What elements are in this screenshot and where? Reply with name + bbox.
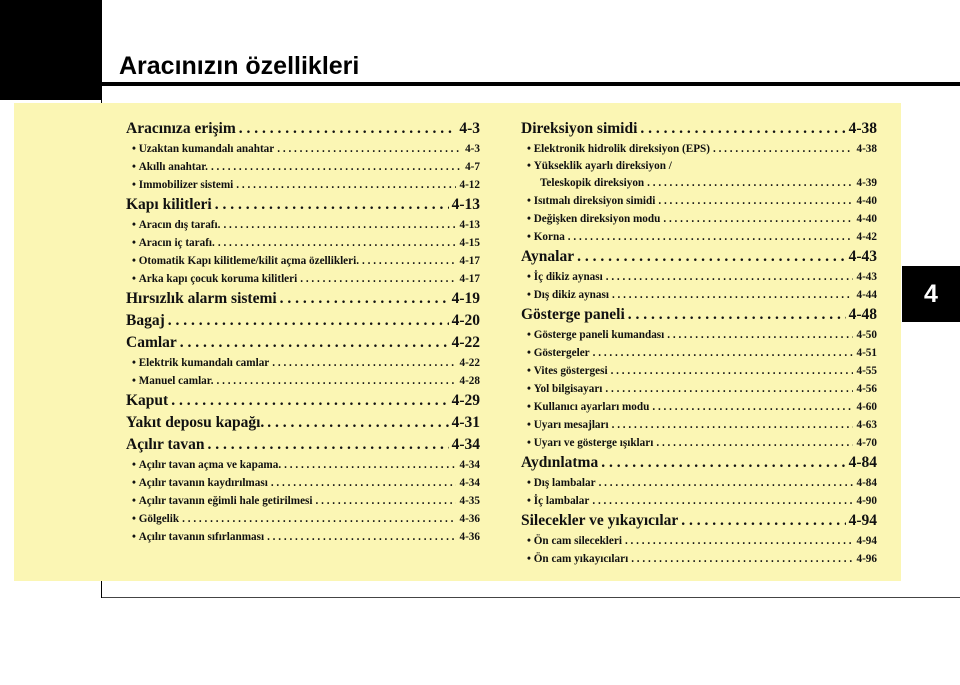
toc-page-number: 4-70	[856, 437, 877, 449]
toc-page-number: 4-17	[459, 255, 480, 267]
toc-page-number: 4-12	[459, 179, 480, 191]
toc-entry-label: • Yükseklik ayarlı direksiyon /	[527, 158, 672, 174]
toc-page-number: 4-90	[856, 495, 877, 507]
toc-subsection-entry[interactable]	[126, 252, 480, 270]
toc-entry-label: • Açılır tavanın eğimli hale getirilmesi	[132, 492, 313, 510]
toc-page-number: 4-50	[856, 329, 877, 341]
toc-entry-label: • Açılır tavanın sıfırlanması	[132, 528, 264, 546]
toc-subsection-entry[interactable]	[521, 532, 877, 550]
toc-page-number: 4-31	[451, 414, 480, 431]
toc-dot-leader	[577, 246, 845, 268]
toc-entry-label: Direksiyon simidi	[521, 120, 638, 137]
toc-dot-leader	[316, 492, 457, 510]
toc-dot-leader	[625, 532, 854, 550]
toc-entry-label: • Uyarı ve gösterge ışıkları	[527, 434, 653, 452]
toc-page-number: 4-28	[459, 375, 480, 387]
toc-page-number: 4-3	[465, 143, 480, 155]
toc-dot-leader	[217, 372, 457, 390]
toc-page-number: 4-22	[451, 334, 480, 351]
toc-entry-label: • Uzaktan kumandalı anahtar	[132, 140, 274, 158]
toc-subsection-entry[interactable]	[126, 140, 480, 158]
toc-dot-leader	[208, 434, 449, 456]
toc-dot-leader	[223, 216, 456, 234]
toc-page-number: 4-34	[459, 459, 480, 471]
toc-section-entry[interactable]	[126, 434, 480, 456]
toc-entry-label: • Akıllı anahtar.	[132, 158, 208, 176]
toc-dot-leader	[215, 194, 449, 216]
toc-subsection-entry[interactable]	[126, 456, 480, 474]
toc-section-entry[interactable]	[126, 118, 480, 140]
toc-subsection-entry[interactable]	[521, 140, 877, 158]
toc-page-number: 4-84	[848, 454, 877, 471]
toc-entry-label: • Kullanıcı ayarları modu	[527, 398, 649, 416]
toc-dot-leader	[168, 310, 449, 332]
toc-entry-label: • Ön cam silecekleri	[527, 532, 622, 550]
toc-page-number: 4-36	[459, 531, 480, 543]
toc-entry-label: • Gölgelik	[132, 510, 179, 528]
toc-dot-leader	[640, 118, 845, 140]
toc-entry-label: • Aracın iç tarafı.	[132, 234, 215, 252]
toc-page-number: 4-96	[856, 553, 877, 565]
toc-section-entry[interactable]	[521, 304, 877, 326]
toc-dot-leader	[656, 434, 853, 452]
toc-page-number: 4-43	[856, 271, 877, 283]
toc-page-number: 4-84	[856, 477, 877, 489]
toc-subsection-entry[interactable]	[521, 174, 877, 192]
toc-page-number: 4-7	[465, 161, 480, 173]
toc-page-number: 4-39	[856, 177, 877, 189]
toc-entry-label: • Elektrik kumandalı camlar	[132, 354, 269, 372]
toc-dot-leader	[606, 268, 854, 286]
toc-page-number: 4-36	[459, 513, 480, 525]
toc-dot-leader	[211, 158, 462, 176]
toc-subsection-entry[interactable]	[126, 492, 480, 510]
toc-dot-leader	[236, 176, 456, 194]
toc-subsection-entry[interactable]	[126, 510, 480, 528]
toc-page-number: 4-60	[856, 401, 877, 413]
toc-page-number: 4-13	[459, 219, 480, 231]
toc-entry-label: Gösterge paneli	[521, 306, 625, 323]
toc-page-number: 4-34	[459, 477, 480, 489]
toc-subsection-entry[interactable]	[521, 550, 877, 568]
toc-entry-label: • Gösterge paneli kumandası	[527, 326, 664, 344]
toc-page-number: 4-56	[856, 383, 877, 395]
toc-page-number: 4-3	[459, 120, 480, 137]
toc-entry-label: Aracınıza erişim	[126, 120, 236, 137]
toc-section-entry[interactable]	[521, 452, 877, 474]
toc-dot-leader	[284, 456, 456, 474]
toc-dot-leader	[663, 210, 853, 228]
toc-column-left	[126, 118, 480, 546]
corner-block	[0, 0, 102, 100]
toc-subsection-entry[interactable]	[126, 234, 480, 252]
toc-dot-leader	[362, 252, 456, 270]
toc-section-entry[interactable]	[521, 510, 877, 532]
toc-subsection-entry[interactable]	[126, 158, 480, 176]
toc-subsection-entry[interactable]	[126, 372, 480, 390]
toc-entry-label: Aydınlatma	[521, 454, 599, 471]
header-rule	[102, 82, 960, 86]
toc-dot-leader	[713, 140, 854, 158]
toc-dot-leader	[658, 192, 853, 210]
toc-subsection-entry[interactable]	[521, 474, 877, 492]
toc-dot-leader	[647, 174, 853, 192]
toc-subsection-entry[interactable]	[126, 216, 480, 234]
toc-dot-leader	[182, 510, 456, 528]
toc-subsection-entry[interactable]	[521, 416, 877, 434]
toc-page-number: 4-48	[848, 306, 877, 323]
toc-entry-label: Aynalar	[521, 248, 575, 265]
toc-page-number: 4-42	[856, 231, 877, 243]
toc-entry-label: Kapı kilitleri	[126, 196, 212, 213]
toc-subsection-entry[interactable]	[521, 192, 877, 210]
toc-entry-label: Yakıt deposu kapağı.	[126, 414, 265, 431]
toc-subsection-entry[interactable]	[521, 326, 877, 344]
toc-dot-leader	[277, 140, 462, 158]
toc-page-number: 4-13	[451, 196, 480, 213]
toc-page-number: 4-55	[856, 365, 877, 377]
toc-page-number: 4-15	[459, 237, 480, 249]
toc-section-entry[interactable]	[126, 412, 480, 434]
bottom-rule	[102, 597, 960, 598]
toc-entry-label: Bagaj	[126, 312, 165, 329]
toc-page-number: 4-19	[451, 290, 480, 307]
toc-dot-leader	[599, 474, 854, 492]
toc-entry-label: • Dış lambalar	[527, 474, 596, 492]
toc-page-number: 4-40	[856, 213, 877, 225]
toc-dot-leader	[592, 492, 853, 510]
toc-page-number: 4-34	[451, 436, 480, 453]
toc-subsection-entry[interactable]	[126, 474, 480, 492]
toc-entry-label: • Otomatik Kapı kilitleme/kilit açma özellikleri.	[132, 252, 359, 270]
toc-dot-leader	[267, 412, 448, 434]
toc-dot-leader	[612, 416, 854, 434]
toc-entry-label: • Arka kapı çocuk koruma kilitleri	[132, 270, 297, 288]
toc-page-number: 4-63	[856, 419, 877, 431]
toc-dot-leader	[267, 528, 456, 546]
toc-dot-leader	[601, 452, 845, 474]
toc-page-number: 4-94	[856, 535, 877, 547]
toc-entry-label: Açılır tavan	[126, 436, 205, 453]
toc-dot-leader	[280, 288, 449, 310]
toc-page-number: 4-20	[451, 312, 480, 329]
toc-entry-label: • Açılır tavan açma ve kapama.	[132, 456, 281, 474]
toc-section-entry[interactable]	[521, 246, 877, 268]
toc-section-entry[interactable]	[126, 194, 480, 216]
toc-section-entry[interactable]	[521, 118, 877, 140]
toc-dot-leader	[218, 234, 457, 252]
toc-page-number: 4-40	[856, 195, 877, 207]
toc-dot-leader	[612, 286, 854, 304]
toc-entry-label: Teleskopik direksiyon	[540, 177, 645, 189]
toc-dot-leader	[171, 390, 448, 412]
toc-dot-leader	[628, 304, 846, 326]
toc-entry-label: Kaput	[126, 392, 169, 409]
toc-dot-leader	[652, 398, 853, 416]
chapter-tab[interactable]: 4	[902, 266, 960, 322]
toc-dot-leader	[593, 344, 854, 362]
toc-page-number: 4-94	[848, 512, 877, 529]
toc-entry-label: • Isıtmalı direksiyon simidi	[527, 192, 655, 210]
toc-subsection-entry[interactable]	[521, 210, 877, 228]
page-title: Aracınızın özellikleri	[119, 52, 360, 80]
toc-entry-label: Camlar	[126, 334, 177, 351]
toc-entry-label: • Elektronik hidrolik direksiyon (EPS)	[527, 140, 710, 158]
toc-subsection-entry[interactable]	[521, 228, 877, 246]
toc-entry-label: • İç lambalar	[527, 492, 589, 510]
toc-subsection-entry[interactable]	[126, 270, 480, 288]
toc-dot-leader	[681, 510, 845, 532]
toc-page-number: 4-17	[459, 273, 480, 285]
toc-entry-label: • Aracın dış tarafı.	[132, 216, 220, 234]
toc-page-number: 4-22	[459, 357, 480, 369]
toc-section-entry[interactable]	[126, 310, 480, 332]
toc-dot-leader	[239, 118, 457, 140]
toc-subsection-entry[interactable]	[521, 362, 877, 380]
toc-column-right	[521, 118, 877, 568]
toc-subsection-entry[interactable]	[521, 398, 877, 416]
toc-dot-leader	[605, 380, 853, 398]
toc-entry-label: • Uyarı mesajları	[527, 416, 609, 434]
toc-page-number: 4-51	[856, 347, 877, 359]
toc-subsection-entry[interactable]	[521, 434, 877, 452]
toc-subsection-entry[interactable]	[521, 344, 877, 362]
toc-subsection-entry[interactable]	[126, 176, 480, 194]
toc-entry-label: Silecekler ve yıkayıcılar	[521, 512, 679, 529]
toc-subsection-entry[interactable]	[126, 528, 480, 546]
toc-page-number: 4-44	[856, 289, 877, 301]
toc-entry-label: • İç dikiz aynası	[527, 268, 603, 286]
toc-subsection-entry[interactable]	[521, 492, 877, 510]
toc-dot-leader	[272, 354, 456, 372]
toc-subsection-entry[interactable]	[521, 380, 877, 398]
toc-dot-leader	[568, 228, 854, 246]
toc-subsection-entry[interactable]	[521, 286, 877, 304]
toc-page-number: 4-38	[848, 120, 877, 137]
toc-page-number: 4-29	[451, 392, 480, 409]
toc-page-number: 4-35	[459, 495, 480, 507]
toc-entry-label: • Vites göstergesi	[527, 362, 608, 380]
toc-dot-leader	[300, 270, 456, 288]
toc-page-number: 4-38	[856, 143, 877, 155]
toc-subsection-entry[interactable]	[126, 354, 480, 372]
toc-entry-label: • Yol bilgisayarı	[527, 380, 602, 398]
toc-dot-leader	[611, 362, 854, 380]
toc-section-entry[interactable]	[126, 390, 480, 412]
toc-section-entry[interactable]	[126, 332, 480, 354]
toc-entry-label: • Korna	[527, 228, 565, 246]
toc-entry-label: • Immobilizer sistemi	[132, 176, 233, 194]
toc-entry-label: • Açılır tavanın kaydırılması	[132, 474, 268, 492]
toc-dot-leader	[631, 550, 853, 568]
toc-dot-leader	[180, 332, 449, 354]
toc-subsection-entry[interactable]	[521, 158, 877, 174]
toc-dot-leader	[667, 326, 853, 344]
toc-entry-label: • Dış dikiz aynası	[527, 286, 609, 304]
toc-entry-label: • Manuel camlar.	[132, 372, 214, 390]
toc-dot-leader	[271, 474, 457, 492]
toc-entry-label: • Göstergeler	[527, 344, 590, 362]
toc-subsection-entry[interactable]	[521, 268, 877, 286]
toc-page-number: 4-43	[848, 248, 877, 265]
toc-entry-label: • Ön cam yıkayıcıları	[527, 550, 628, 568]
toc-section-entry[interactable]	[126, 288, 480, 310]
toc-entry-label: • Değişken direksiyon modu	[527, 210, 660, 228]
toc-entry-label: Hırsızlık alarm sistemi	[126, 290, 277, 307]
